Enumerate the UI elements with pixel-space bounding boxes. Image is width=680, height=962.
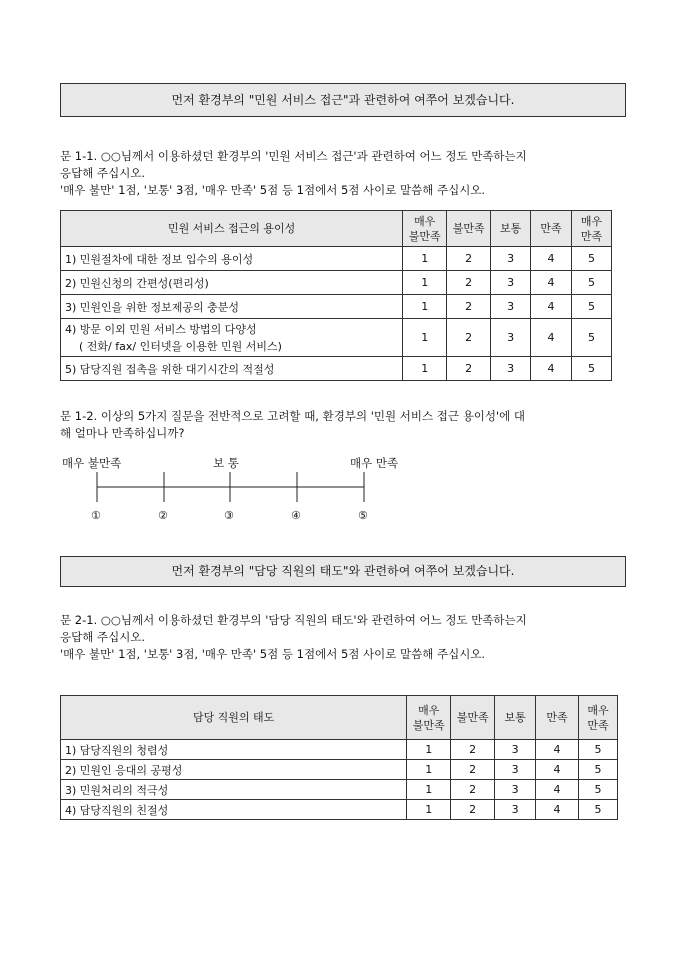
row-label: 3) 민원인을 위한 정보제공의 충분성 [61,295,403,319]
score-cell[interactable]: 4 [536,760,579,780]
row-label: 1) 담당직원의 청렴성 [61,740,407,760]
scale-left-label: 매우 불만족 [62,456,122,470]
score-cell[interactable]: 3 [491,247,531,271]
header-very-dissatisfied: 매우 불만족 [407,696,451,740]
score-cell[interactable]: 1 [407,800,451,820]
row-label: 2) 민원신청의 간편성(편리성) [61,271,403,295]
score-cell[interactable]: 2 [447,247,491,271]
score-cell[interactable]: 3 [495,800,536,820]
table-row [61,760,618,780]
score-cell[interactable]: 5 [579,760,618,780]
score-cell[interactable]: 2 [447,271,491,295]
question-1-1-line3: '매우 불만' 1점, '보통' 3점, '매우 만족' 5점 등 1점에서 5점 사이로 말씀해 주십시오. [60,183,486,197]
row-label-line1: 4) 방문 이외 민원 서비스 방법의 다양성 [65,322,257,336]
score-cell[interactable]: 1 [407,740,451,760]
score-cell[interactable]: 5 [579,800,618,820]
score-cell[interactable]: 5 [572,357,612,381]
question-1-1-line2: 응답해 주십시오. [60,166,146,180]
scale-point-3[interactable]: ③ [224,509,234,522]
question-2-1-line3: '매우 불만' 1점, '보통' 3점, '매우 만족' 5점 등 1점에서 5점 사이로 말씀해 주십시오. [60,647,486,661]
score-cell[interactable]: 4 [531,357,572,381]
score-cell[interactable]: 5 [572,247,612,271]
row-label: 4) 담당직원의 친절성 [61,800,407,820]
row-label: 3) 민원처리의 적극성 [61,780,407,800]
row-label [61,319,403,357]
score-cell[interactable]: 4 [531,319,572,357]
score-cell[interactable]: 1 [407,760,451,780]
score-cell[interactable]: 2 [451,780,495,800]
table-row [61,800,618,820]
row-label: 2) 민원인 응대의 공평성 [61,760,407,780]
section1-banner-text: 먼저 환경부의 "민원 서비스 접근"과 관련하여 여쭈어 보겠습니다. [171,93,515,107]
score-cell[interactable]: 2 [451,740,495,760]
header-dissatisfied: 불만족 [447,211,491,247]
score-cell[interactable]: 4 [536,740,579,760]
table-staff-attitude [60,695,618,820]
header-satisfied: 만족 [531,211,572,247]
score-cell[interactable]: 3 [495,760,536,780]
table-service-access [60,210,612,381]
question-1-2 [60,408,625,442]
question-2-1-line1: 문 2-1. ○○님께서 이용하셨던 환경부의 '담당 직원의 태도'와 관련하여 어느 정도 만족하는지 [60,613,527,627]
row-label: 5) 담당직원 접촉을 위한 대기시간의 적절성 [61,357,403,381]
header-neutral: 보통 [491,211,531,247]
score-cell[interactable]: 4 [531,247,572,271]
question-2-1 [60,612,625,663]
score-cell[interactable]: 1 [403,295,447,319]
score-cell[interactable]: 1 [403,271,447,295]
score-cell[interactable]: 3 [491,319,531,357]
score-cell[interactable]: 2 [447,357,491,381]
score-cell[interactable]: 4 [531,295,572,319]
table1-title-header: 민원 서비스 접근의 용이성 [61,211,403,247]
table-row [61,740,618,760]
score-cell[interactable]: 3 [491,295,531,319]
header-dissatisfied: 불만족 [451,696,495,740]
table-row [61,780,618,800]
header-very-satisfied: 매우 만족 [579,696,618,740]
section2-banner-text: 먼저 환경부의 "담당 직원의 태도"와 관련하여 여쭈어 보겠습니다. [171,564,515,578]
score-cell[interactable]: 2 [447,319,491,357]
score-cell[interactable]: 3 [491,357,531,381]
scale-right-label: 매우 만족 [350,456,399,470]
header-satisfied: 만족 [536,696,579,740]
header-very-satisfied: 매우 만족 [572,211,612,247]
question-1-1 [60,148,625,199]
score-cell[interactable]: 1 [403,247,447,271]
question-1-2-line1: 문 1-2. 이상의 5가지 질문을 전반적으로 고려할 때, 환경부의 '민원 서비스 접근 용이성'에 대 [60,409,525,423]
score-cell[interactable]: 1 [403,357,447,381]
score-cell[interactable]: 4 [531,271,572,295]
question-2-1-line2: 응답해 주십시오. [60,630,146,644]
table-row [61,271,612,295]
score-cell[interactable]: 5 [572,319,612,357]
section1-banner [60,83,626,117]
score-cell[interactable]: 2 [447,295,491,319]
table-row [61,357,612,381]
score-cell[interactable]: 2 [451,800,495,820]
table-row [61,295,612,319]
score-cell[interactable]: 1 [407,780,451,800]
scale-mid-label: 보 통 [213,456,239,470]
score-cell[interactable]: 1 [403,319,447,357]
score-cell[interactable]: 5 [579,780,618,800]
score-cell[interactable]: 5 [579,740,618,760]
table-row [61,247,612,271]
score-cell[interactable]: 3 [495,740,536,760]
question-1-2-line2: 해 얼마나 만족하십니까? [60,426,185,440]
question-1-1-line1: 문 1-1. ○○님께서 이용하셨던 환경부의 '민원 서비스 접근'과 관련하여 어느 정도 만족하는지 [60,149,527,163]
score-cell[interactable]: 4 [536,800,579,820]
header-very-dissatisfied: 매우 불만족 [403,211,447,247]
header-neutral: 보통 [495,696,536,740]
scale-point-2[interactable]: ② [158,509,168,522]
section2-banner [60,556,626,587]
scale-point-4[interactable]: ④ [291,509,301,522]
scale-point-1[interactable]: ① [91,509,101,522]
score-cell[interactable]: 2 [451,760,495,780]
row-label-line2: ( 전화/ fax/ 인터넷을 이용한 민원 서비스) [79,339,282,353]
table2-title-header: 담당 직원의 태도 [61,696,407,740]
score-cell[interactable]: 5 [572,295,612,319]
row-label: 1) 민원절차에 대한 정보 입수의 용이성 [61,247,403,271]
score-cell[interactable]: 3 [491,271,531,295]
score-cell[interactable]: 3 [495,780,536,800]
scale-point-5[interactable]: ⑤ [358,509,368,522]
score-cell[interactable]: 4 [536,780,579,800]
table-row [61,319,612,357]
rating-scale-line [0,470,680,510]
score-cell[interactable]: 5 [572,271,612,295]
